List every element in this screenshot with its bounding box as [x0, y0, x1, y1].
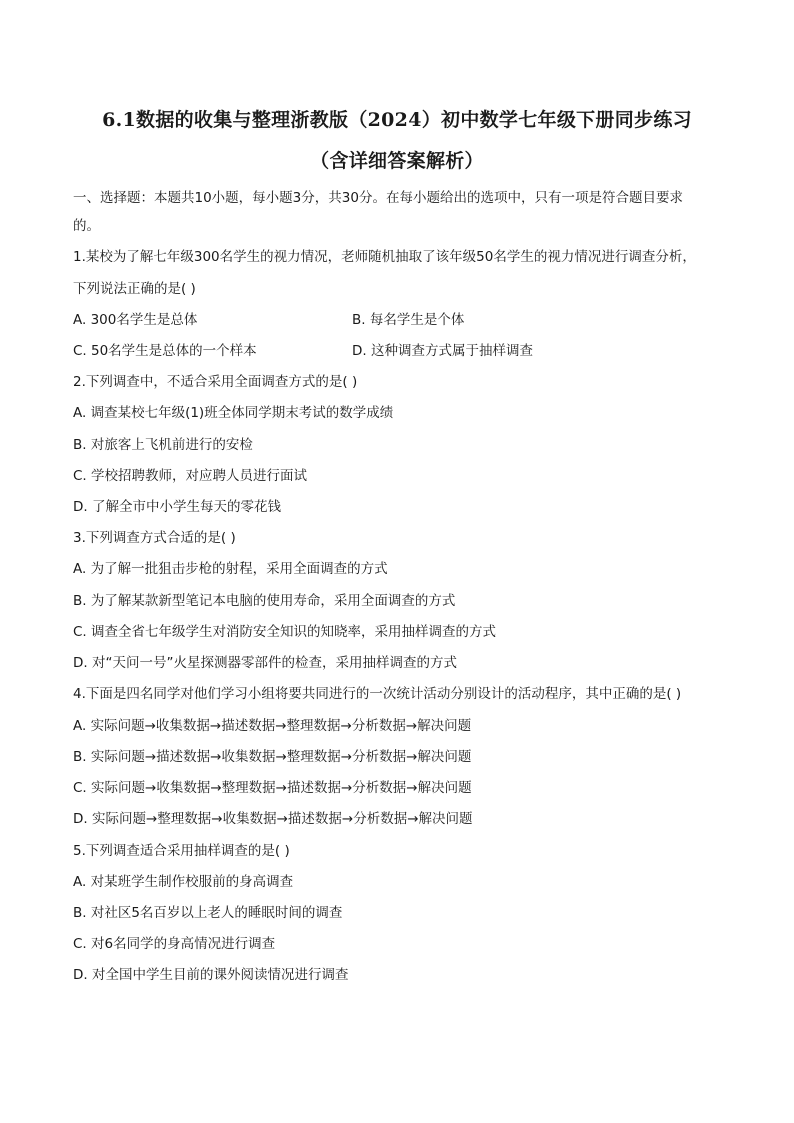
question-3-option-d: D. 对“天问一号”火星探测器零部件的检查，采用抽样调查的方式: [73, 655, 457, 671]
question-2-option-b: B. 对旅客上飞机前进行的安检: [73, 437, 253, 453]
question-3-stem: 3.下列调查方式合适的是( ): [73, 530, 236, 546]
question-2-option-c: C. 学校招聘教师，对应聘人员进行面试: [73, 468, 308, 484]
question-4-option-a: A. 实际问题→收集数据→描述数据→整理数据→分析数据→解决问题: [73, 718, 472, 734]
question-1-option-c: C. 50名学生是总体的一个样本: [73, 343, 257, 359]
question-3-option-c: C. 调查全省七年级学生对消防安全知识的知晓率，采用抽样调查的方式: [73, 624, 497, 640]
question-1-stem-line-2: 下列说法正确的是( ): [73, 281, 196, 297]
document-title-line-1: 6.1数据的收集与整理浙教版（2024）初中数学七年级下册同步练习: [102, 109, 692, 131]
question-5-stem: 5.下列调查适合采用抽样调查的是( ): [73, 843, 290, 859]
question-4-option-b: B. 实际问题→描述数据→收集数据→整理数据→分析数据→解决问题: [73, 749, 472, 765]
section-instruction-line-2: 的。: [73, 218, 100, 234]
question-5-option-b: B. 对社区5名百岁以上老人的睡眠时间的调查: [73, 905, 343, 921]
question-1-option-a: A. 300名学生是总体: [73, 312, 198, 328]
question-3-option-b: B. 为了解某款新型笔记本电脑的使用寿命，采用全面调查的方式: [73, 593, 456, 609]
question-1-stem-line-1: 1.某校为了解七年级300名学生的视力情况，老师随机抽取了该年级50名学生的视力情况进行调查分析，: [73, 249, 696, 265]
question-2-option-a: A. 调查某校七年级(1)班全体同学期末考试的数学成绩: [73, 405, 394, 421]
question-2-option-d: D. 了解全市中小学生每天的零花钱: [73, 499, 281, 515]
question-3-option-a: A. 为了解一批狙击步枪的射程，采用全面调查的方式: [73, 561, 388, 577]
question-5-option-c: C. 对6名同学的身高情况进行调查: [73, 936, 276, 952]
question-4-stem: 4.下面是四名同学对他们学习小组将要共同进行的一次统计活动分别设计的活动程序，其中正确的是( ): [73, 686, 682, 702]
question-4-option-c: C. 实际问题→收集数据→整理数据→描述数据→分析数据→解决问题: [73, 780, 472, 796]
question-1-option-b: B. 每名学生是个体: [352, 312, 465, 328]
question-1-option-d: D. 这种调查方式属于抽样调查: [352, 343, 533, 359]
question-5-option-d: D. 对全国中学生目前的课外阅读情况进行调查: [73, 967, 349, 983]
document-title-line-2: （含详细答案解析）: [310, 150, 484, 172]
question-4-option-d: D. 实际问题→整理数据→收集数据→描述数据→分析数据→解决问题: [73, 811, 473, 827]
question-2-stem: 2.下列调查中，不适合采用全面调查方式的是( ): [73, 374, 358, 390]
section-instruction-line-1: 一、选择题：本题共10小题，每小题3分，共30分。在每小题给出的选项中，只有一项是符合题目要求: [73, 190, 683, 206]
question-5-option-a: A. 对某班学生制作校服前的身高调查: [73, 874, 294, 890]
